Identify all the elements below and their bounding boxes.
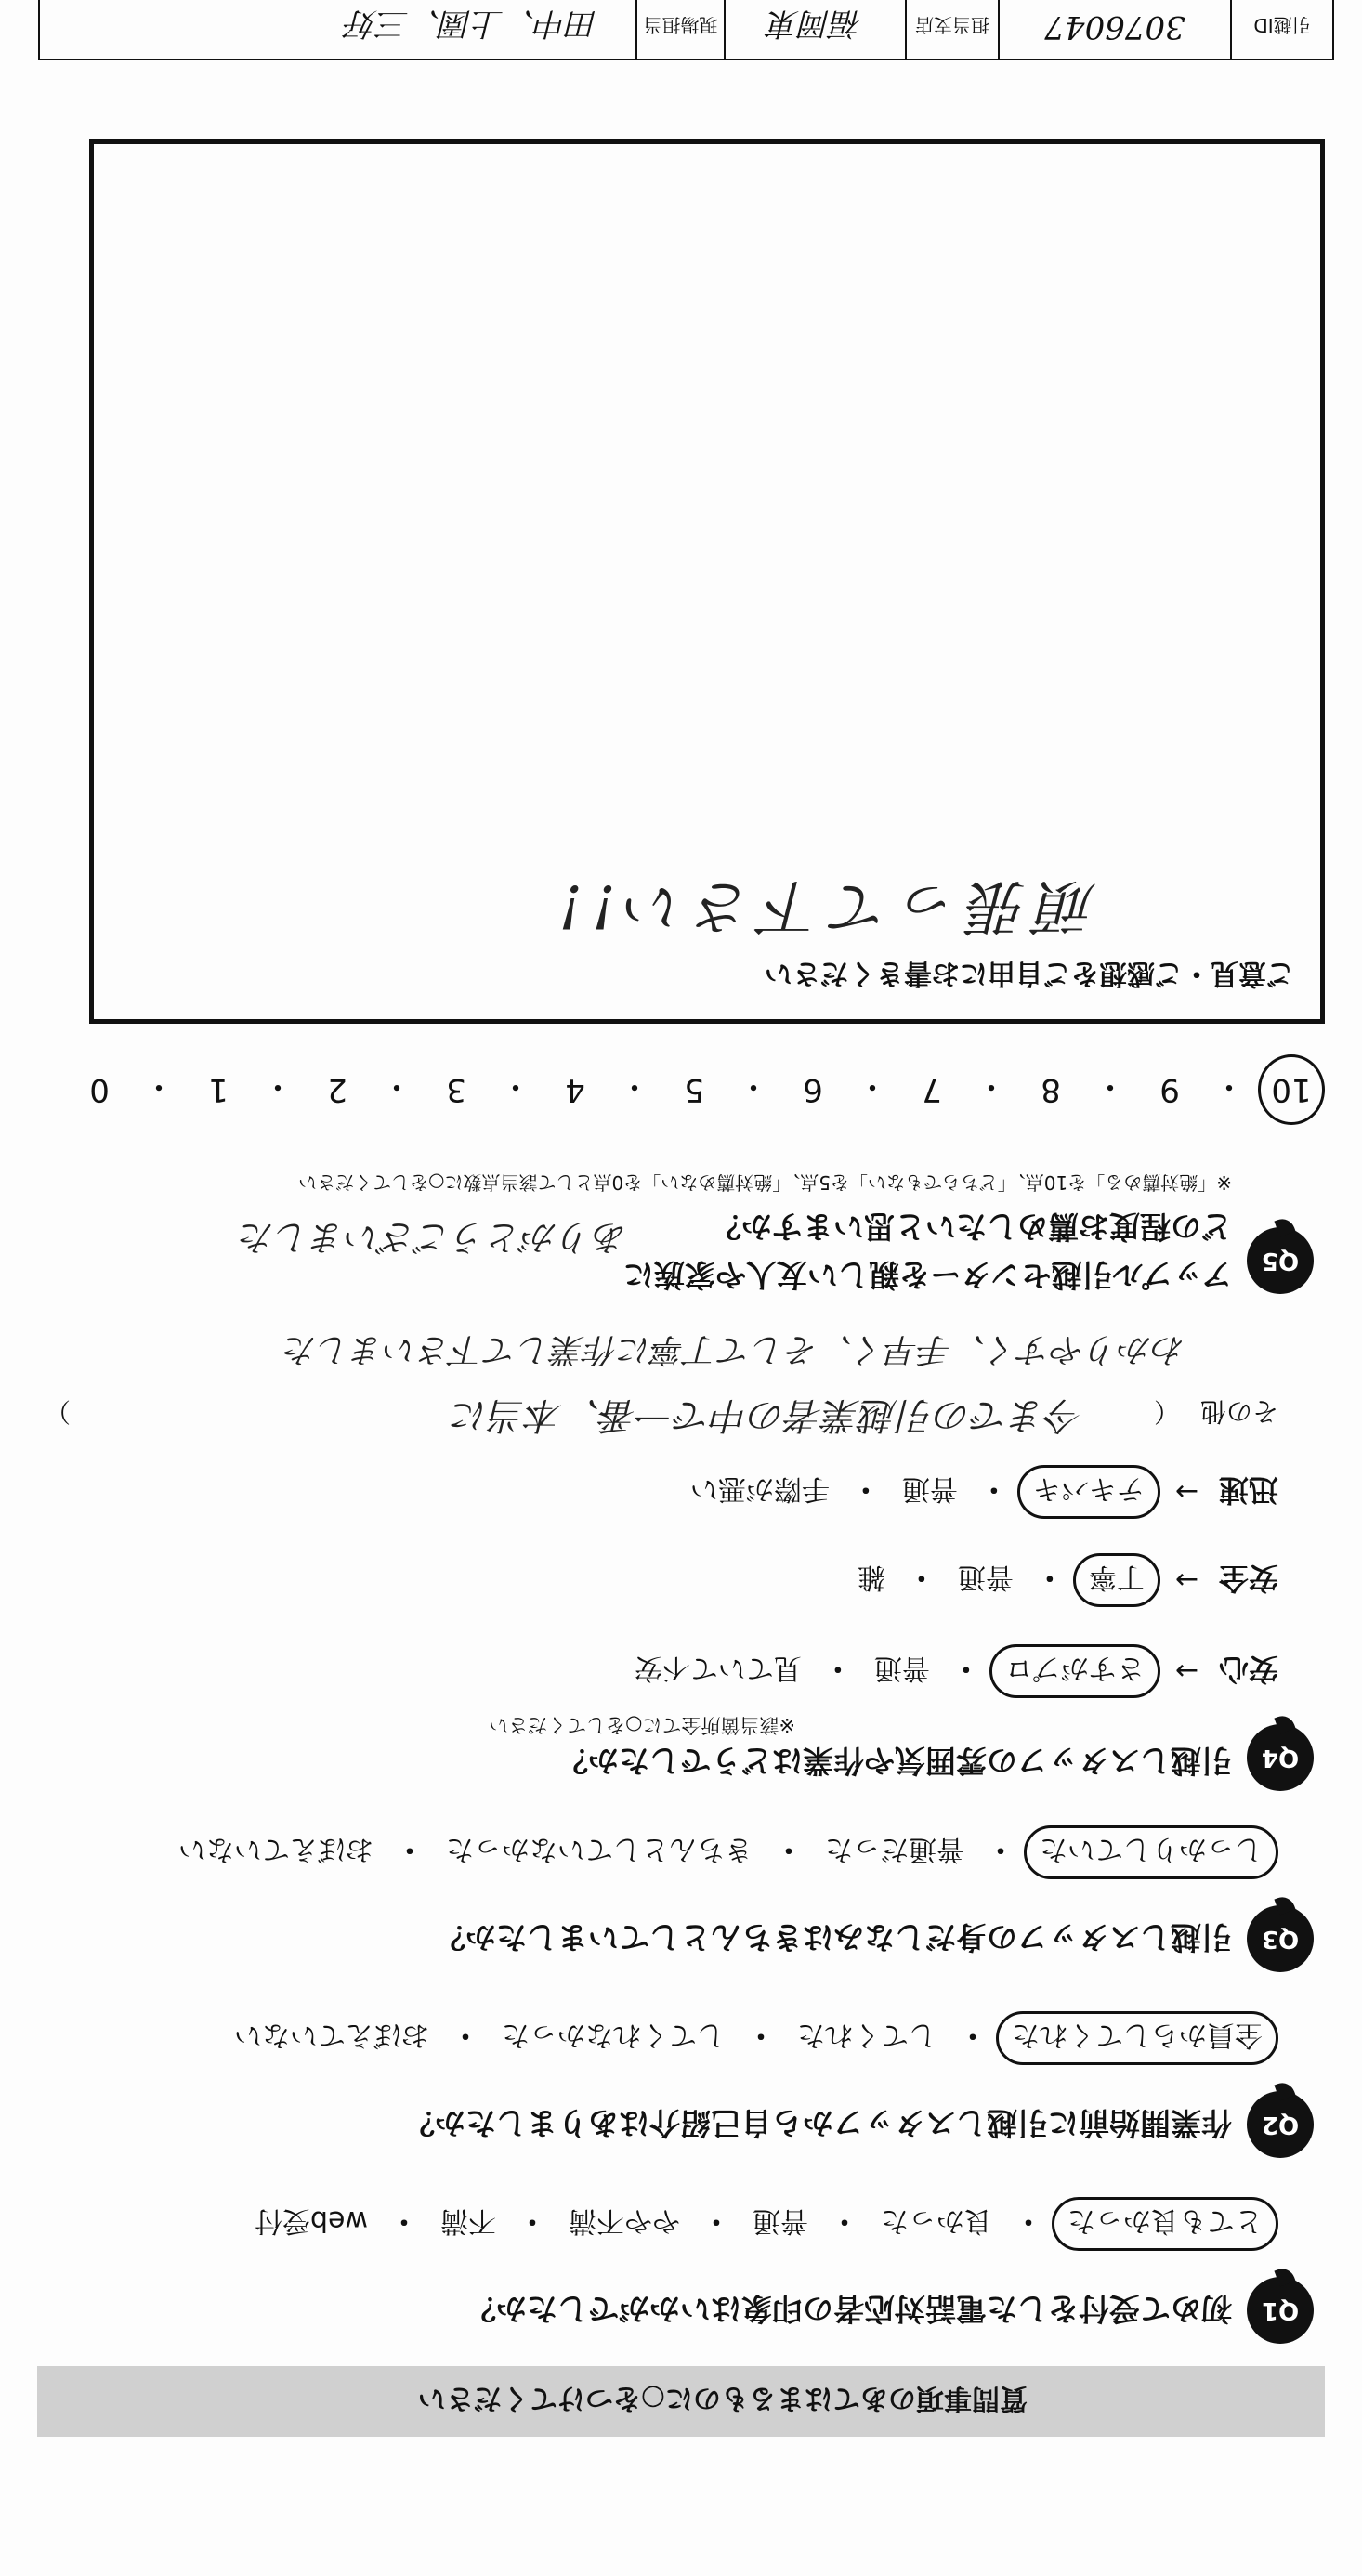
staff-value-cell: [40, 0, 635, 59]
id-value: 3076047: [1044, 8, 1185, 46]
q5-score-7[interactable]: 7: [922, 1071, 942, 1108]
q4-other-label: その他: [1199, 1396, 1278, 1427]
q5-handwritten-note: ありがとうございました: [239, 1217, 628, 1258]
q4-other-row: [1154, 1394, 1278, 1432]
q5-score-9[interactable]: 9: [1159, 1071, 1180, 1108]
q5-score-0[interactable]: 0: [89, 1071, 110, 1108]
q2-options: 全員からしてくれた ・ してくれた ・ してくれなかった ・ おぼえていない: [221, 2011, 1278, 2065]
q2-option-yes[interactable]: してくれた: [797, 2019, 936, 2051]
q5-badge: Q5: [1247, 1227, 1314, 1294]
q3-question: 引越しスタッフの身だしなみはきちんとしていましたか？: [435, 1919, 1232, 1955]
q2-option-everyone[interactable]: 全員からしてくれた: [996, 2011, 1278, 2065]
id-value-cell: [998, 0, 1230, 59]
q2-option-dont-remember[interactable]: おぼえていない: [234, 2019, 429, 2051]
branch-value-cell: [724, 0, 905, 59]
q4-badge: Q4: [1247, 1724, 1314, 1791]
q5-score-5[interactable]: 5: [684, 1071, 704, 1108]
q3-option-dont-remember[interactable]: おぼえていない: [178, 1833, 373, 1865]
q4-option-quick[interactable]: テキパキ: [1017, 1465, 1160, 1519]
branch-label: 担当支店: [915, 14, 989, 37]
q5-score-10[interactable]: 10: [1258, 1054, 1325, 1125]
q5-note: ※「絶対薦める」を10点、「どちらでもない」を5点、「絶対薦めない」を0点として該当点数に○をしてください: [298, 1171, 1232, 1194]
q3-option-neat[interactable]: しっかりしていた: [1024, 1825, 1278, 1879]
q4-row-anshin: 安心 → さすがプロ ・ 普通 ・ 見ていて不安: [622, 1644, 1278, 1698]
branch-label-cell: [905, 0, 998, 59]
q1-option-somewhat-dissatisfied[interactable]: やや不満: [569, 2204, 680, 2237]
instructions-banner: [37, 2366, 1325, 2437]
q4-option-careful[interactable]: 丁寧: [1073, 1553, 1160, 1607]
q4-other-close: ）: [44, 1396, 71, 1427]
q1-option-web[interactable]: web受付: [254, 2204, 368, 2237]
q2-badge: Q2: [1247, 2091, 1314, 2158]
q4-option-normal[interactable]: 普通: [873, 1652, 930, 1684]
q5-score-6[interactable]: 6: [803, 1071, 823, 1108]
q1-option-good[interactable]: 良かった: [881, 2204, 992, 2237]
staff-label-cell: [635, 0, 724, 59]
header-table: [38, 0, 1334, 60]
q4-row-label: 安心: [1218, 1652, 1278, 1687]
q1-options: とても良かった ・ 良かった ・ 普通 ・ やや不満 ・ 不満 ・ web受付: [242, 2197, 1278, 2251]
q3-badge: Q3: [1247, 1905, 1314, 1972]
staff-label: 現場担当: [643, 14, 718, 37]
q4-question: 引越しスタッフの雰囲気や作業はどうでしたか？: [557, 1743, 1232, 1779]
instructions-text: 質問事項のあてはまるものに○をつけてください: [417, 2382, 1028, 2414]
q4-row-anzen: 安全 → 丁寧 ・ 普通 ・ 雑: [845, 1553, 1278, 1607]
q4-option-slow[interactable]: 手際が悪い: [689, 1472, 830, 1505]
q3-option-not-neat[interactable]: きちんとしていなかった: [446, 1833, 753, 1865]
q5-score-1[interactable]: 1: [208, 1071, 229, 1108]
q4-option-normal[interactable]: 普通: [957, 1561, 1014, 1593]
staff-value: 田中、上園、三好: [346, 5, 598, 43]
q1-option-dissatisfied[interactable]: 不満: [440, 2204, 496, 2237]
comment-handwritten: 頑張って下さい!!: [549, 871, 1097, 940]
q4-option-rough[interactable]: 雑: [857, 1561, 885, 1593]
q1-question: 初めて受付をした電話対応者の印象はいかがでしたか？: [465, 2291, 1232, 2327]
q5-score-scale: 10 ・ 9 ・ 8 ・ 7 ・ 6 ・ 5 ・ 4 ・ 3 ・ 2 ・ 1 ・ 0: [37, 1053, 1325, 1127]
branch-value: 福岡東: [767, 5, 863, 43]
comment-label: ご意見・ご感想をご自由にお書きください: [765, 957, 1294, 989]
q4-row-jinsoku: 迅速 → テキパキ ・ 普通 ・ 手際が悪い: [677, 1465, 1278, 1519]
q1-badge: Q1: [1247, 2277, 1314, 2344]
q5-score-4[interactable]: 4: [565, 1071, 585, 1108]
q4-option-normal[interactable]: 普通: [901, 1472, 958, 1505]
q4-option-pro[interactable]: さすがプロ: [989, 1644, 1160, 1698]
q1-option-very-good[interactable]: とても良かった: [1052, 2197, 1278, 2251]
comment-box[interactable]: [89, 139, 1325, 1024]
q3-options: しっかりしていた ・ 普通だった ・ きちんとしていなかった ・ おぼえていない: [165, 1825, 1278, 1879]
q5-question-line1: アップル引越センターを親しい友人や家族に: [622, 1257, 1232, 1293]
q4-option-uneasy[interactable]: 見ていて不安: [634, 1652, 802, 1684]
id-label: 引越ID: [1253, 14, 1311, 37]
q5-score-3[interactable]: 3: [446, 1071, 466, 1108]
q4-other-handwritten-line2: わかりやすく、手早く、そして丁寧に作業して下さいました: [283, 1330, 1185, 1368]
q1-option-normal[interactable]: 普通: [753, 2204, 808, 2237]
q5-score-8[interactable]: 8: [1041, 1071, 1061, 1108]
q5-question-line2: どの程度お薦めしたいと思いますか？: [711, 1209, 1232, 1245]
q4-other-open: （: [1153, 1396, 1180, 1427]
q2-option-no[interactable]: してくれなかった: [502, 2019, 725, 2051]
q4-other-close-row: [45, 1394, 71, 1432]
q4-row-label: 安全: [1218, 1561, 1278, 1596]
id-label-cell: [1230, 0, 1332, 59]
q4-other-handwritten-line1: 今までの引越業者の中で一番、本当に: [452, 1393, 1083, 1436]
q2-question: 作業開始前に引越しスタッフから自己紹介はありましたか？: [404, 2105, 1232, 2141]
q4-row-label: 迅速: [1218, 1472, 1278, 1508]
q5-score-2[interactable]: 2: [327, 1071, 347, 1108]
q3-option-normal[interactable]: 普通だった: [825, 1833, 964, 1865]
q4-note: ※該当箇所全てに○をしてください: [489, 1714, 795, 1736]
